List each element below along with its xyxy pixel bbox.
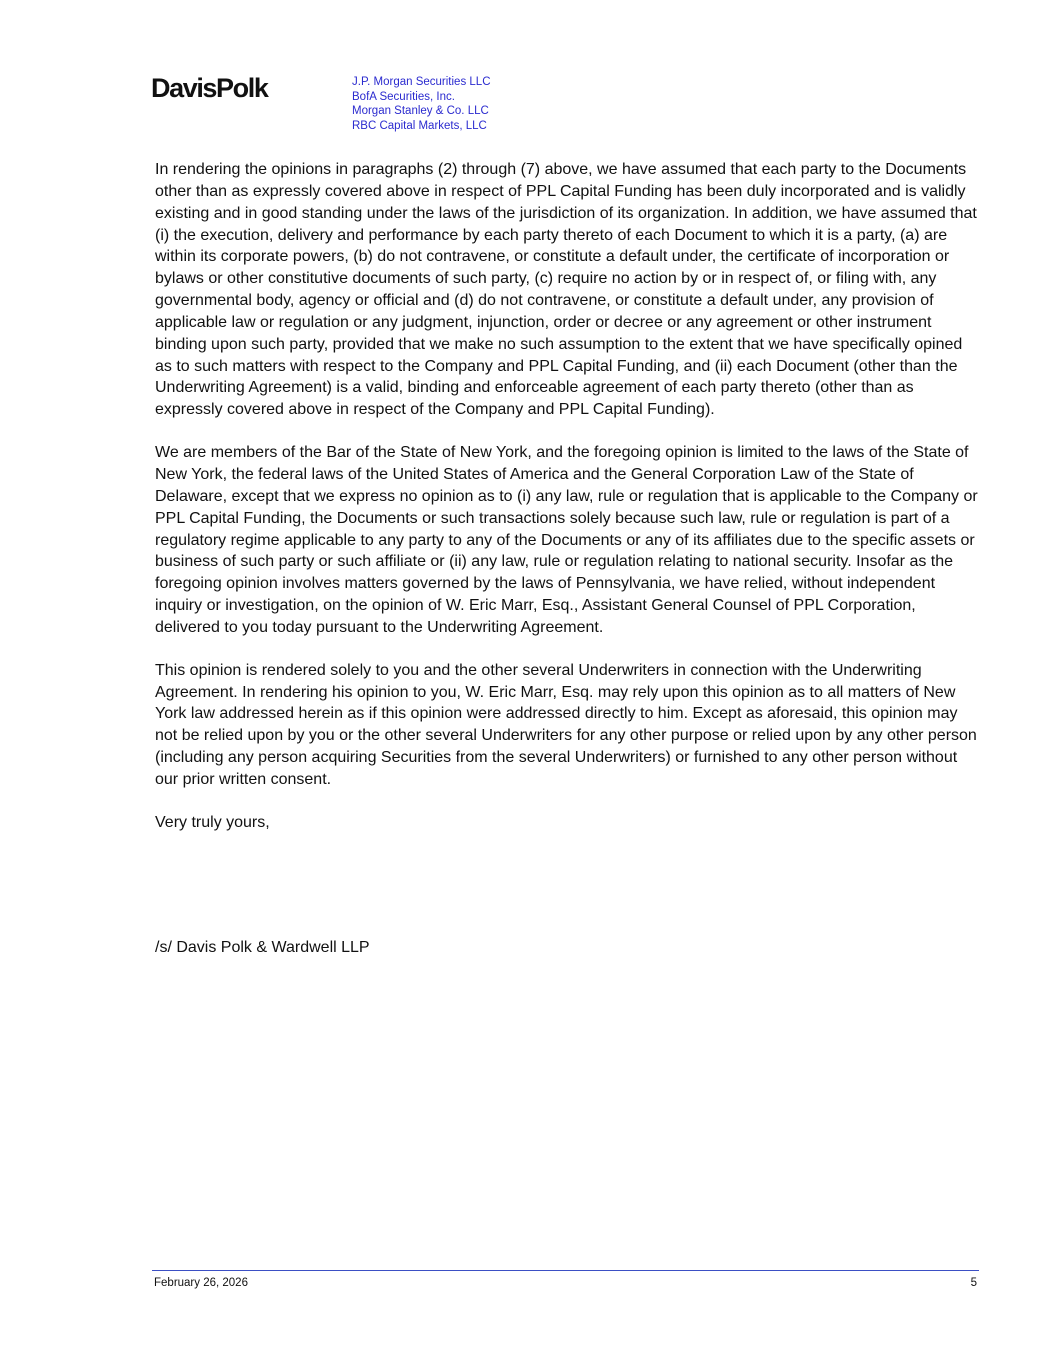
addressee-line: BofA Securities, Inc. <box>352 90 455 103</box>
addressee-line: Morgan Stanley & Co. LLC <box>352 105 489 117</box>
footer-date: February 26, 2026 <box>154 1277 248 1289</box>
davis-polk-logo: DavisPolk <box>151 73 268 103</box>
footer-divider <box>152 1270 979 1271</box>
addressee-block <box>352 75 491 133</box>
paragraph-assumptions: In rendering the opinions in paragraphs (2) through (7) above, we have assumed that each party to the Documents other than as expressly covered above in respect of PPL Capital Funding has been duly incorporated and is validly existing and in good standing under the laws of the jurisdiction of its organization. In addition, we have assumed that (i) the execution, delivery and performance by each party thereto of each Document to which it is a party, (a) are within its corporate powers, (b) do not contravene, or constitute a default under, the certificate of incorporation or bylaws or other constitutive documents of such party, (c) require no action by or in respect of, or filing with, any governmental body, agency or official and (d) do not contravene, or constitute a default under, any provision of applicable law or regulation or any judgment, injunction, order or decree or any agreement or other instrument binding upon such party, provided that we make no such assumption to the extent that we have specifically opined as to such matters with respect to the Company and PPL Capital Funding, and (ii) each Document (other than the Underwriting Agreement) is a valid, binding and enforceable agreement of each party thereto (other than as expressly covered above in respect of the Company and PPL Capital Funding). <box>155 161 977 419</box>
page-number: 5 <box>970 1277 977 1289</box>
signature-line: /s/ Davis Polk & Wardwell LLP <box>155 939 370 956</box>
letter-body <box>155 159 981 855</box>
addressee-line: RBC Capital Markets, LLC <box>352 119 487 132</box>
addressee-line: J.P. Morgan Securities LLC <box>352 76 491 88</box>
paragraph-reliance: This opinion is rendered solely to you and the other several Underwriters in connection with the Underwriting Agreement. In rendering his opinion to you, W. Eric Marr, Esq. may rely upon this opinion as to all matters of New York law addressed herein as if this opinion were addressed directly to him. Except as aforesaid, this opinion may not be relied upon by you or the other several Underwriters for any other purpose or relied upon by any other person (including any person acquiring Securities from the several Underwriters) or furnished to any other person without our prior written consent. <box>155 661 977 788</box>
paragraph-jurisdiction: We are members of the Bar of the State of New York, and the foregoing opinion is limited to the laws of the State of New York, the federal laws of the United States of America and the General Corporation Law of the State of Delaware, except that we express no opinion as to (i) any law, rule or regulation that is applicable to the Company or PPL Capital Funding, the Documents or such transactions solely because such law, rule or regulation is part of a regulatory regime applicable to any party to any of the Documents or any of its affiliates due to the specific assets or business of such party or such affiliate or (ii) any law, rule or regulation relating to national security. Insofar as the foregoing opinion involves matters governed by the laws of Pennsylvania, we have relied, without independent inquiry or investigation, on the opinion of W. Eric Marr, Esq., Assistant General Counsel of PPL Corporation, delivered to you today pursuant to the Underwriting Agreement. <box>155 444 978 636</box>
closing-salutation: Very truly yours, <box>155 813 270 831</box>
